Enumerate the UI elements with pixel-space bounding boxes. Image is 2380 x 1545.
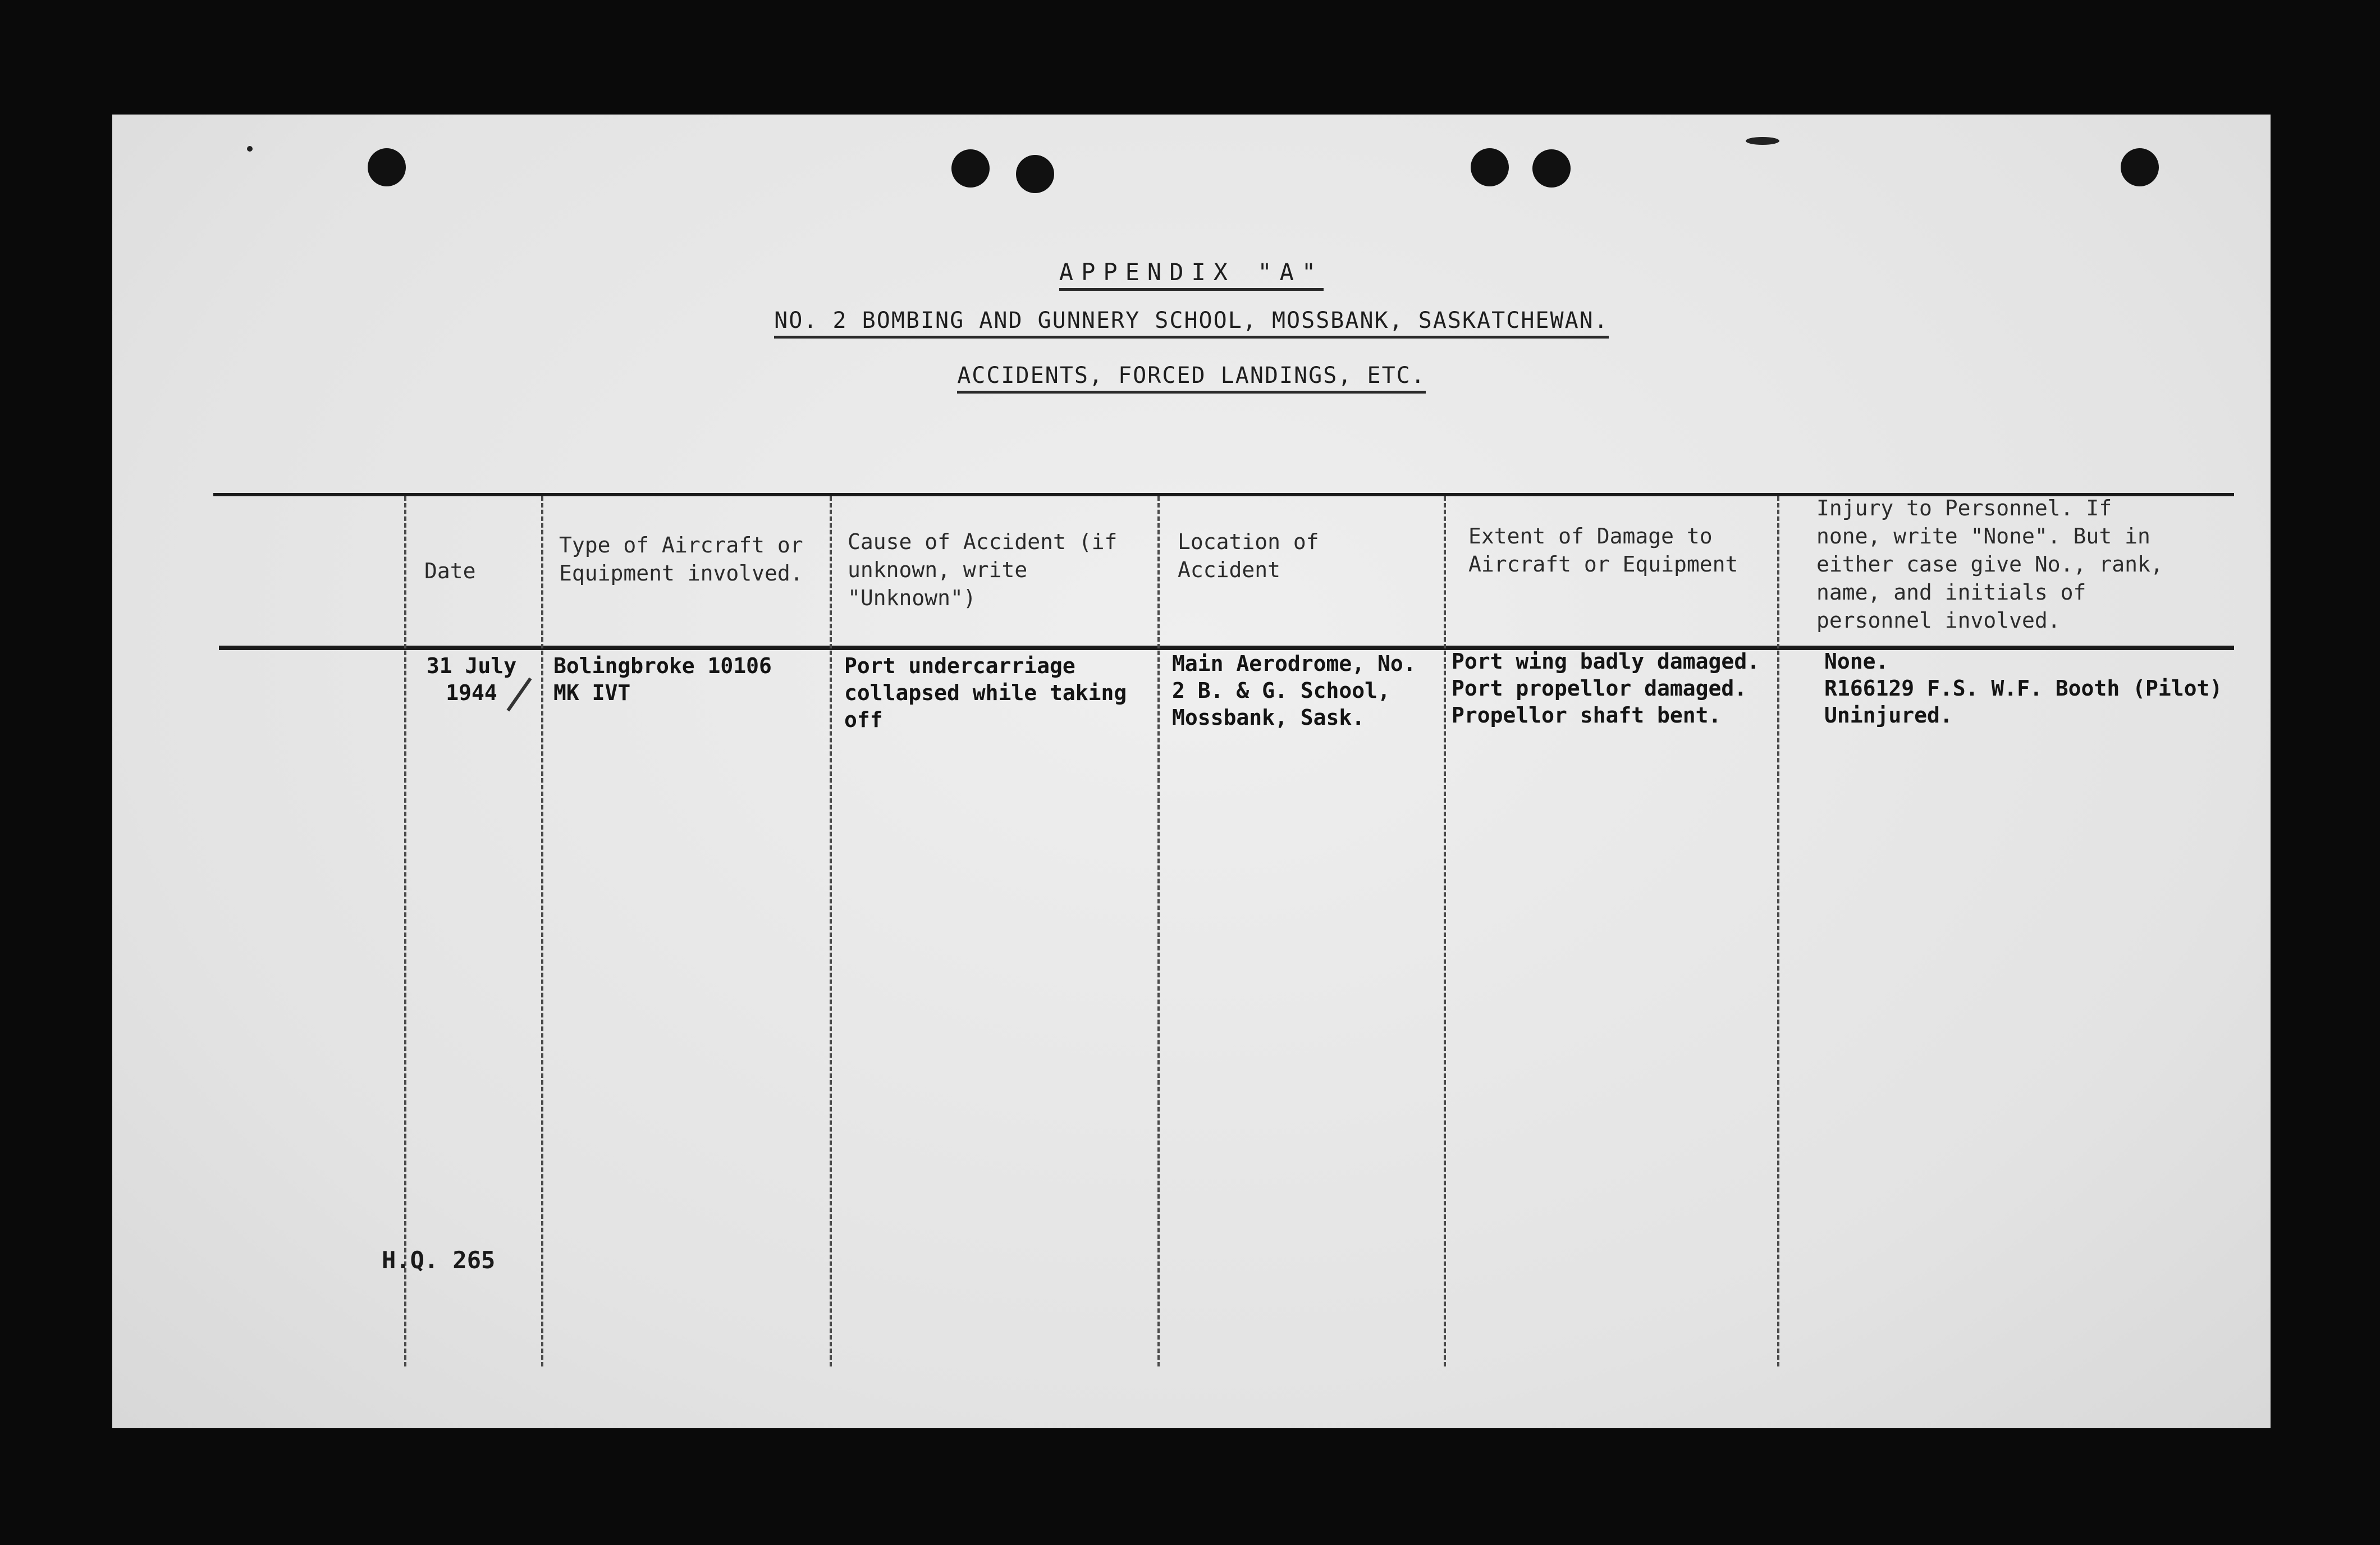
punch-hole [951, 149, 990, 188]
header-date: Date [424, 559, 476, 583]
column-divider [830, 496, 832, 1366]
speck [247, 146, 253, 152]
cell-cause: Port undercarriage collapsed while taking off [844, 653, 1127, 732]
speck [1746, 137, 1779, 145]
cell-injury: None. R166129 F.S. W.F. Booth (Pilot) Uninjured. [1824, 649, 2223, 728]
cell-location: Main Aerodrome, No. 2 B. & G. School, Mossbank, Sask. [1172, 651, 1416, 730]
column-divider [541, 496, 543, 1366]
cell-damage: Port wing badly damaged. Port propellor damaged. Propellor shaft bent. [1452, 649, 1760, 728]
appendix-title: APPENDIX "A" [112, 258, 2271, 286]
subject-title: ACCIDENTS, FORCED LANDINGS, ETC. [112, 363, 2271, 388]
header-aircraft: Type of Aircraft or Equipment involved. [559, 533, 803, 586]
header-injury: Injury to Personnel. If none, write "None". But in either case give No., rank, name, and initials of personnel involved. [1816, 496, 2163, 633]
header-cause: Cause of Accident (if unknown, write "Unknown") [848, 529, 1118, 610]
punch-hole [2121, 148, 2159, 186]
column-divider [1777, 496, 1779, 1366]
punch-hole [1532, 149, 1571, 188]
cell-date: 31 July 1944 [426, 653, 517, 705]
header-damage: Extent of Damage to Aircraft or Equipment [1468, 524, 1738, 577]
column-divider [1444, 496, 1446, 1366]
punch-hole [1471, 148, 1509, 186]
column-divider [404, 496, 406, 1366]
punch-hole [1016, 155, 1054, 193]
hq-stamp: H.Q. 265 [382, 1246, 496, 1274]
punch-hole [368, 148, 406, 186]
document-page [112, 115, 2271, 1428]
column-divider [1157, 496, 1160, 1366]
school-title: NO. 2 BOMBING AND GUNNERY SCHOOL, MOSSBANK, SASKATCHEWAN. [112, 308, 2271, 333]
cell-aircraft: Bolingbroke 10106 MK IVT [553, 653, 772, 705]
header-location: Location of Accident [1178, 529, 1319, 582]
